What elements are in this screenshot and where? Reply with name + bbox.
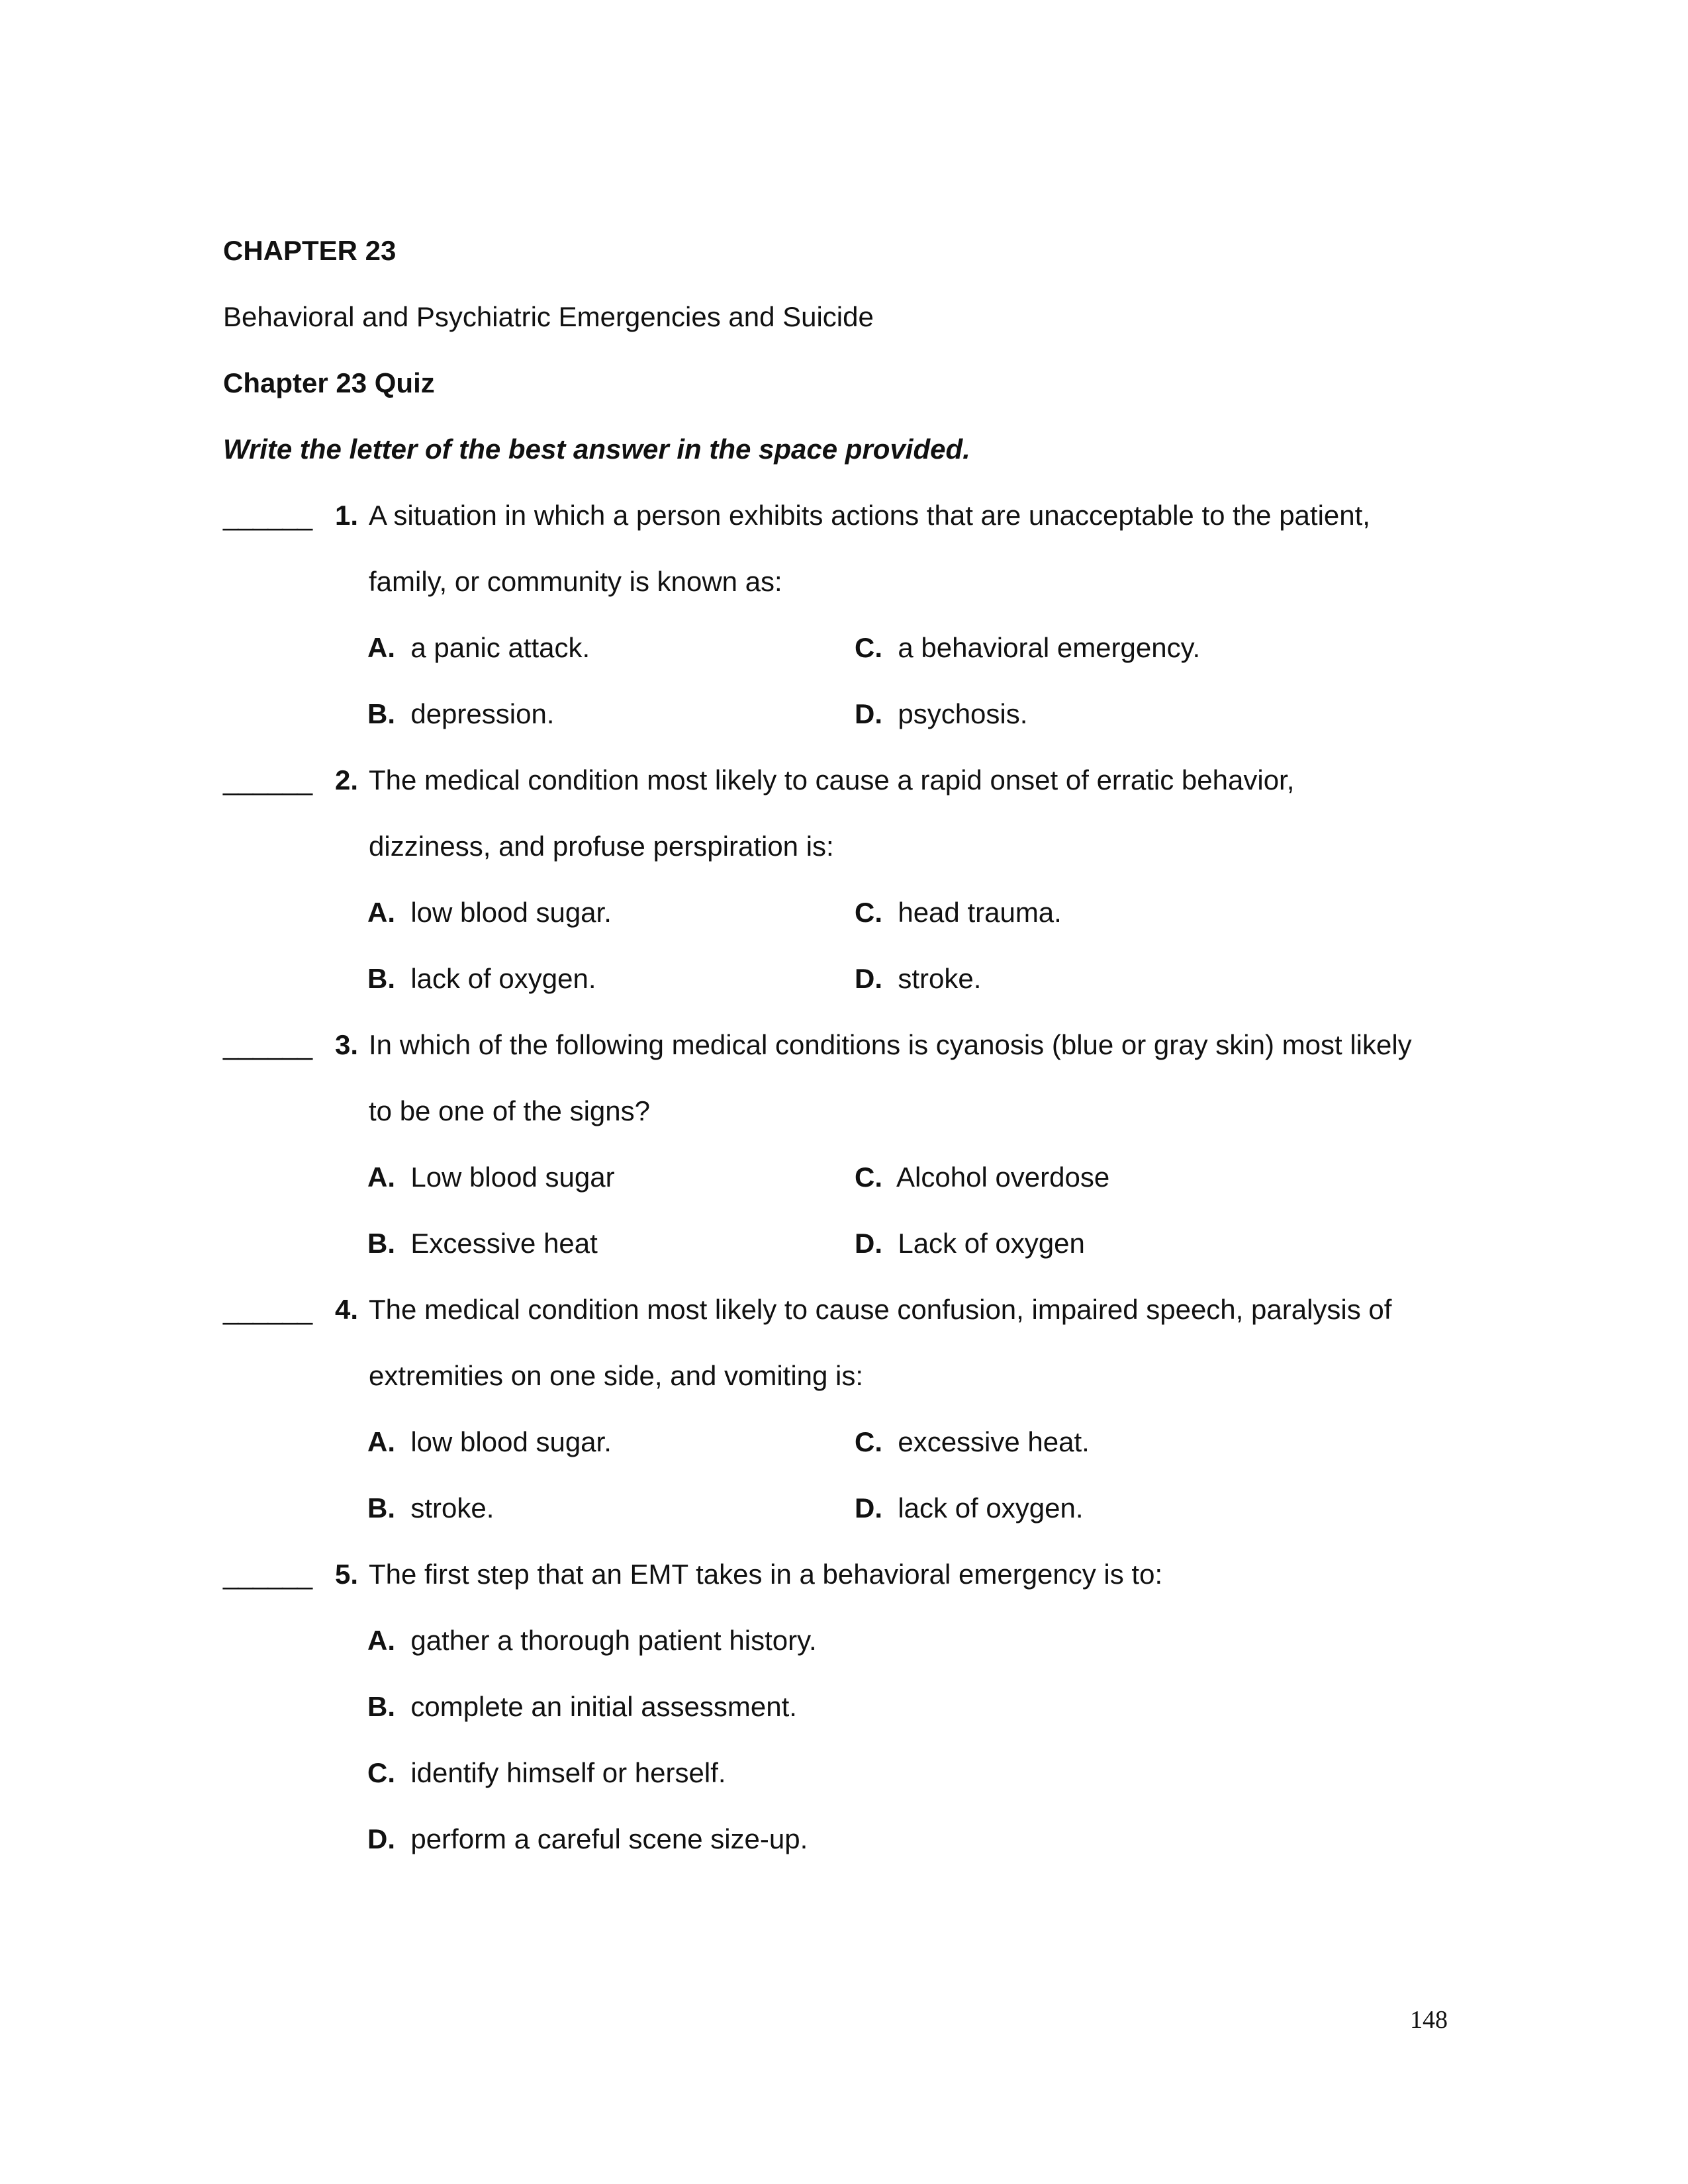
option-letter: C. <box>855 632 882 663</box>
option-letter: D. <box>855 698 882 729</box>
option-letter: B. <box>367 1228 395 1259</box>
option-d <box>367 1825 808 1853</box>
option-a <box>367 1627 817 1655</box>
option-c <box>367 1759 726 1787</box>
option-text: a panic attack. <box>410 632 590 663</box>
option-letter: A. <box>367 1426 395 1457</box>
option-text: Alcohol overdose <box>896 1161 1110 1193</box>
option-text: low blood sugar. <box>410 897 612 928</box>
option-c <box>855 634 1200 662</box>
question-text: In which of the following medical conditions is cyanosis (blue or gray skin) most likely <box>369 1029 1412 1060</box>
option-text: low blood sugar. <box>410 1426 612 1457</box>
option-d <box>855 1494 1084 1522</box>
answer-blank[interactable]: ______ <box>223 500 312 531</box>
option-c <box>855 1428 1090 1456</box>
question-text: A situation in which a person exhibits actions that are unacceptable to the patient, <box>369 500 1370 531</box>
question-number: 3. <box>334 1029 358 1060</box>
question-text-continued: family, or community is known as: <box>369 566 782 597</box>
option-text: excessive heat. <box>898 1426 1090 1457</box>
question-number: 4. <box>334 1294 358 1325</box>
page-number: 148 <box>1410 2006 1448 2034</box>
option-b <box>367 1230 598 1257</box>
instructions: Write the letter of the best answer in the space provided. <box>223 433 970 465</box>
question-text: The first step that an EMT takes in a behavioral emergency is to: <box>369 1559 1163 1590</box>
option-letter: A. <box>367 1161 395 1193</box>
option-text: Low blood sugar <box>410 1161 615 1193</box>
option-letter: A. <box>367 632 395 663</box>
option-text: Lack of oxygen <box>898 1228 1085 1259</box>
option-letter: C. <box>855 1426 882 1457</box>
option-b <box>367 1494 494 1522</box>
option-text: gather a thorough patient history. <box>410 1625 817 1656</box>
option-text: lack of oxygen. <box>410 963 596 994</box>
question-text: The medical condition most likely to cause confusion, impaired speech, paralysis of <box>369 1294 1392 1325</box>
question-text-continued: to be one of the signs? <box>369 1095 650 1126</box>
option-letter: B. <box>367 1492 395 1524</box>
option-text: psychosis. <box>898 698 1028 729</box>
quiz-title: Chapter 23 Quiz <box>223 367 435 398</box>
option-b <box>367 700 554 728</box>
option-letter: B. <box>367 1691 395 1722</box>
answer-blank[interactable]: ______ <box>223 1294 312 1325</box>
option-text: stroke. <box>898 963 982 994</box>
option-letter: D. <box>855 1492 882 1524</box>
question-text: The medical condition most likely to cause a rapid onset of erratic behavior, <box>369 764 1295 796</box>
option-letter: D. <box>367 1823 395 1854</box>
question-number: 5. <box>334 1559 358 1590</box>
option-text: perform a careful scene size-up. <box>410 1823 808 1854</box>
option-letter: C. <box>855 897 882 928</box>
option-c <box>855 899 1062 927</box>
answer-blank[interactable]: ______ <box>223 764 312 796</box>
answer-blank[interactable]: ______ <box>223 1029 312 1060</box>
option-letter: B. <box>367 698 395 729</box>
option-b <box>367 1693 797 1721</box>
option-d <box>855 700 1027 728</box>
option-a <box>367 1428 612 1456</box>
option-c <box>855 1163 1109 1191</box>
option-letter: B. <box>367 963 395 994</box>
option-text: Excessive heat <box>410 1228 598 1259</box>
option-letter: C. <box>367 1757 395 1788</box>
question-text-continued: extremities on one side, and vomiting is: <box>369 1360 864 1391</box>
option-text: identify himself or herself. <box>410 1757 726 1788</box>
question-number: 1. <box>334 500 358 531</box>
option-letter: A. <box>367 897 395 928</box>
answer-blank[interactable]: ______ <box>223 1559 312 1590</box>
question-number: 2. <box>334 764 358 796</box>
option-a <box>367 634 590 662</box>
option-letter: A. <box>367 1625 395 1656</box>
option-text: lack of oxygen. <box>898 1492 1084 1524</box>
question-text-continued: dizziness, and profuse perspiration is: <box>369 831 834 862</box>
option-letter: D. <box>855 963 882 994</box>
option-b <box>367 965 596 993</box>
chapter-title: Behavioral and Psychiatric Emergencies and Suicide <box>223 301 874 332</box>
chapter-heading: CHAPTER 23 <box>223 235 397 266</box>
option-a <box>367 1163 615 1191</box>
option-a <box>367 899 612 927</box>
option-text: stroke. <box>410 1492 494 1524</box>
option-text: head trauma. <box>898 897 1062 928</box>
option-text: a behavioral emergency. <box>898 632 1201 663</box>
option-d <box>855 965 981 993</box>
option-d <box>855 1230 1085 1257</box>
option-text: depression. <box>410 698 555 729</box>
option-text: complete an initial assessment. <box>410 1691 797 1722</box>
option-letter: C. <box>855 1161 882 1193</box>
option-letter: D. <box>855 1228 882 1259</box>
